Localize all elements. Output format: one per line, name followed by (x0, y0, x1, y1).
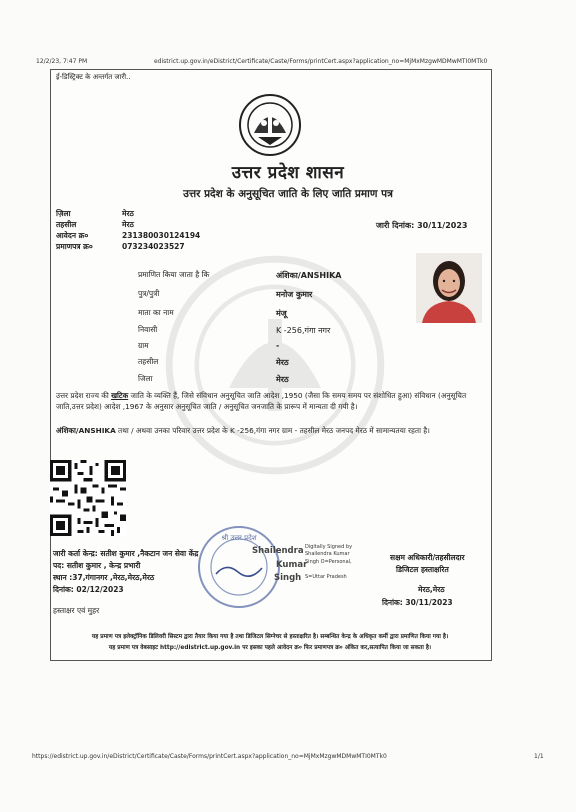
qr-code (50, 460, 126, 536)
sig-detail-4: S=Uttar Pradesh (305, 574, 347, 580)
person-label-certified: प्रमाणित किया जाता है कि (138, 270, 210, 279)
issuer-designation: पद: सतीश कुमार , केन्द्र प्रभारी (53, 561, 141, 570)
sig-detail-1: Digitally Signed by (305, 544, 353, 550)
person-value-name: अंशिका/ANSHIKA (276, 271, 342, 280)
person-value-mother: मंजू (276, 309, 287, 318)
applicant-photo (416, 253, 482, 323)
intro-text: ई-डिस्ट्रिक्ट के अन्तर्गत जारी.. (56, 73, 131, 81)
meta-label-district: ज़िला (56, 209, 71, 218)
person-value-address: K -256,गंगा नगर (276, 326, 331, 335)
issuing-centre: जारी कर्ता केन्द्र: सतीश कुमार ,नैकटान जन सेवा केंद्र (53, 549, 199, 558)
meta-value-application-no: 231380030124194 (122, 231, 201, 240)
print-datetime: 12/2/23, 7:47 PM (36, 58, 88, 65)
authority-digital-signed: डिजिटल हस्ताक्षरित (396, 565, 449, 574)
verification-note-1: यह प्रमाण पत्र इलेक्ट्रॉनिक डिलिवरी सिस्टम द्वारा तैयार किया गया है तथा डिजिटल सिग्नेचर से हस्ताक्षरित है। सम्बन्धित केन्द्र के अधिकृत कर्मी द्वारा प्रमाणित किया गया है। (91, 634, 449, 640)
signer-name-line2: Kumar (276, 560, 308, 570)
person-label-resident: निवासी (138, 325, 158, 334)
person-label-village: ग्राम (138, 341, 149, 350)
meta-label-application-no: आवेदन क्र० (56, 231, 89, 240)
issue-date: जारी दिनांक: 30/11/2023 (376, 221, 468, 230)
meta-value-tehsil: मेरठ (122, 220, 134, 229)
caste-statement-paragraph (56, 390, 484, 412)
up-government-emblem (234, 93, 306, 157)
watermark-emblem (160, 250, 390, 480)
signer-name-line3: Singh (274, 573, 302, 583)
print-url-bottom: https://edistrict.up.gov.in/eDistrict/Certificate/Caste/Forms/printCert.aspx?application_no=MjMxMzgwMDMwMTI0MTk0 (32, 753, 387, 760)
person-label-mother: माता का नाम (138, 308, 174, 317)
verification-note-2: यह प्रमाण पत्र वेबसाइट http://edistrict.up.gov.in पर इसका पहले आवेदन क्र० फिर प्रमाणपत्र क्र० अंकित कर,सत्यापित किया जा सकता है। (108, 645, 432, 651)
residence-name: अंशिका/ANSHIKA (56, 426, 116, 435)
print-url-top: edistrict.up.gov.in/eDistrict/Certificate/Caste/Forms/printCert.aspx?application_no=MjMxMzgwMDMwMTI0MTk0 (154, 58, 488, 65)
meta-value-certificate-no: 073234023527 (122, 242, 185, 251)
caste-statement-body: जाति के व्यक्ति हैं, जिसे संविधान अनुसूचित जाति आदेश ,1950 (जैसा कि समय समय पर संशोधित हुआ) संविधान (अनुसूचित जाति,उत्तर प्रदेश) आदेश ,1967 के अनुसार अनुसूचित जाति / अनुसूचित जनजाति के प्रारूप में मान्यता दी गयी है। (56, 391, 467, 411)
signer-name-line1: Shailendra (252, 546, 304, 556)
person-label-child-of: पुत्र/पुत्री (138, 289, 160, 298)
signature-and-seal-label: हस्ताक्षर एवं मुहर (53, 606, 100, 615)
issuer-date: दिनांक: 02/12/2023 (53, 585, 124, 594)
person-value-village: - (276, 341, 280, 350)
meta-value-district: मेरठ (122, 209, 134, 218)
seal-text: श्री उत्तर प्रदेश (221, 534, 257, 542)
sig-detail-3: Singh O=Personal, (305, 559, 352, 565)
residence-text: तथा / अथवा उनका परिवार उत्तर प्रदेश के K -256,गंगा नगर ग्राम - तहसील मेरठ जनपद मेरठ में सामान्यतया रहता है। (115, 426, 430, 435)
authority-location: मेरठ,मेरठ (418, 585, 445, 594)
certificate-subtitle: उत्तर प्रदेश के अनुसूचित जाति के लिए जाति प्रमाण पत्र (183, 188, 393, 200)
print-page-count: 1/1 (534, 753, 544, 760)
meta-label-tehsil: तहसील (56, 220, 77, 229)
person-value-district: मेरठ (276, 375, 289, 384)
caste-statement-prefix: उत्तर प्रदेश राज्य की (56, 391, 112, 400)
issuer-location: स्थान :37,गंगानगर ,मेरठ,मेरठ,मेरठ (53, 573, 155, 582)
certificate-title: उत्तर प्रदेश शासन (231, 163, 345, 183)
official-seal (196, 524, 282, 610)
meta-label-certificate-no: प्रमाणपत्र क्र० (56, 242, 93, 251)
sig-detail-2: Shailendra Kumar (305, 551, 350, 557)
authority-designation: सक्षम अधिकारी/तहसीलदार (390, 553, 465, 562)
person-label-tehsil: तहसील (138, 357, 159, 366)
residence-paragraph (56, 425, 484, 436)
person-value-tehsil: मेरठ (276, 358, 289, 367)
caste-name: खटिक (111, 391, 129, 400)
person-label-district: जिला (138, 374, 153, 383)
authority-date: दिनांक: 30/11/2023 (382, 598, 453, 607)
person-value-father: मनोज कुमार (276, 290, 313, 299)
